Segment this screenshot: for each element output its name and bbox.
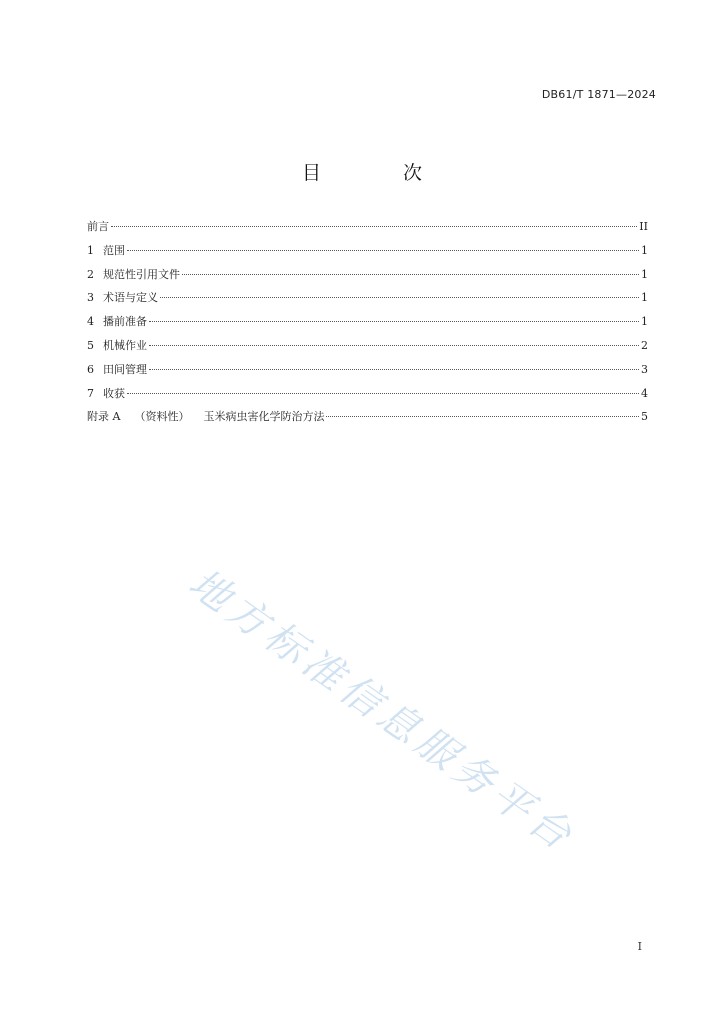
toc-dot-leader <box>149 369 639 370</box>
toc-dot-leader <box>149 321 639 322</box>
toc-entry-label: 收获 <box>103 386 125 400</box>
toc-entry-normative-references[interactable] <box>87 266 648 290</box>
toc-entry-page: 4 <box>641 386 648 400</box>
toc-entry-label: 播前准备 <box>103 315 147 329</box>
toc-entry-page: 3 <box>641 362 648 376</box>
toc-entry-number: 6 <box>87 362 94 376</box>
toc-dot-leader <box>111 226 637 227</box>
toc-entry-page: 1 <box>641 291 648 305</box>
toc-entry-scope[interactable] <box>87 242 648 266</box>
toc-dot-leader <box>149 345 639 346</box>
toc-entry-label: 机械作业 <box>103 338 147 352</box>
toc-entry-page: 5 <box>641 410 648 424</box>
toc-entry-number: 4 <box>87 315 94 329</box>
toc-entry-label: 玉米病虫害化学防治方法 <box>203 410 325 424</box>
toc-entry-number: 1 <box>87 243 94 257</box>
toc-dot-leader <box>160 297 639 298</box>
toc-entry-label: 规范性引用文件 <box>103 267 180 281</box>
toc-entry-number: 5 <box>87 338 94 352</box>
watermark: 地方标准信息服务平台 <box>180 560 584 862</box>
toc-entry-mechanical-operation[interactable] <box>87 337 648 361</box>
toc-entry-page: 1 <box>641 315 648 329</box>
toc-entry-label: 前言 <box>87 220 109 233</box>
toc-entry-terms-definitions[interactable] <box>87 289 648 313</box>
page-number: I <box>637 940 642 953</box>
toc-entry-harvest[interactable] <box>87 385 648 409</box>
toc-list <box>87 218 648 432</box>
toc-dot-leader <box>182 274 639 275</box>
toc-entry-appendix-a[interactable] <box>87 408 648 432</box>
toc-appendix-id: 附录 A <box>87 410 121 424</box>
toc-entry-label: 范围 <box>103 243 125 257</box>
toc-entry-page: 1 <box>641 267 648 281</box>
toc-entry-label: 术语与定义 <box>103 291 158 305</box>
toc-title: 目 次 <box>301 162 461 184</box>
toc-entry-field-management[interactable] <box>87 361 648 385</box>
toc-entry-page: 1 <box>641 243 648 257</box>
toc-entry-foreword[interactable] <box>87 218 648 242</box>
document-code: DB61/T 1871—2024 <box>541 88 656 101</box>
toc-dot-leader <box>127 250 639 251</box>
toc-appendix-type: （资料性） <box>134 410 190 424</box>
toc-dot-leader <box>127 393 639 394</box>
toc-entry-page: 2 <box>641 338 648 352</box>
toc-entry-label: 田间管理 <box>103 362 147 376</box>
toc-dot-leader <box>326 416 639 417</box>
toc-entry-number: 3 <box>87 291 94 305</box>
toc-entry-pre-sowing[interactable] <box>87 313 648 337</box>
toc-entry-number: 2 <box>87 267 94 281</box>
toc-entry-page: II <box>639 220 648 233</box>
toc-entry-number: 7 <box>87 386 94 400</box>
